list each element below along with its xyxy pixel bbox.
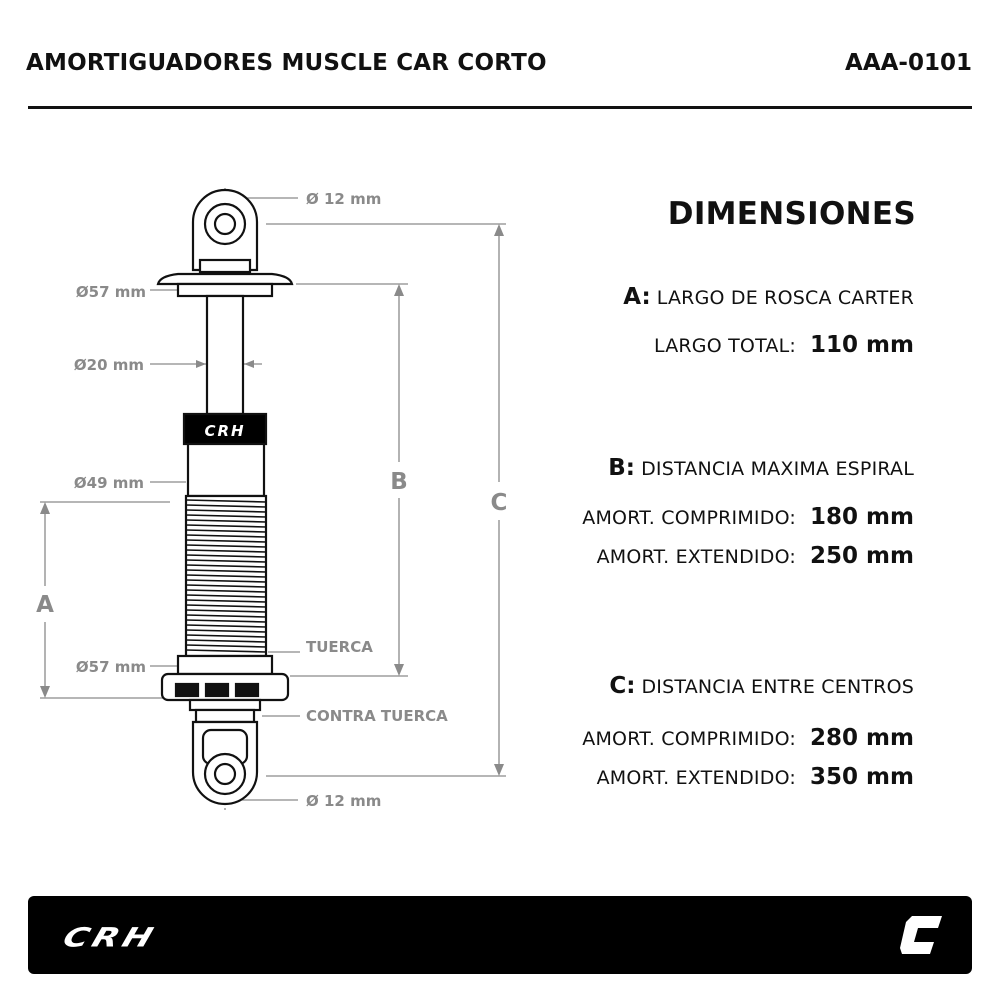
dimension-c-row-1-label: AMORT. COMPRIMIDO: <box>582 728 796 750</box>
dimension-b-row-1-value: 180 mm <box>810 504 914 530</box>
dimension-c-row-2-label: AMORT. EXTENDIDO: <box>596 767 796 789</box>
contra-tuerca-notch-2 <box>206 684 228 696</box>
body-label: Ø49 mm <box>73 474 144 492</box>
contra-tuerca-label: CONTRA TUERCA <box>306 707 448 725</box>
dimension-b-row-1-label: AMORT. COMPRIMIDO: <box>582 507 796 529</box>
c-arrow-top <box>494 224 504 236</box>
dimension-c-row-1-value: 280 mm <box>810 725 914 751</box>
dimension-b-row-2-label: AMORT. EXTENDIDO: <box>596 546 796 568</box>
dimensions-title: DIMENSIONES <box>667 196 916 232</box>
dimension-b-label: DISTANCIA MAXIMA ESPIRAL <box>641 458 914 480</box>
b-arrow-top <box>394 284 404 296</box>
a-arrow-bottom <box>40 686 50 698</box>
dimension-a-label: LARGO DE ROSCA CARTER <box>656 287 914 309</box>
top-mount-plate <box>158 274 292 284</box>
c-letter: C <box>490 490 508 516</box>
tuerca-nut <box>178 656 272 674</box>
page-title: AMORTIGUADORES MUSCLE CAR CORTO <box>26 50 547 76</box>
dimension-b-row-1 <box>582 504 914 530</box>
mount-plate-label: Ø57 mm <box>75 283 146 301</box>
c-arrow-bottom <box>494 764 504 776</box>
contra-tuerca-notch-1 <box>176 684 198 696</box>
b-letter: B <box>390 469 408 495</box>
a-letter: A <box>36 592 54 618</box>
bottom-eye-hole <box>215 764 235 784</box>
bottom-eye-label: Ø 12 mm <box>306 792 382 810</box>
dimension-b-row-2-value: 250 mm <box>810 543 914 569</box>
footer-logo: CRH <box>58 922 161 954</box>
dimension-c-row-2 <box>597 764 914 790</box>
rod-arrow-left <box>196 360 206 368</box>
top-eye-hole <box>215 214 235 234</box>
dimension-a-heading <box>623 284 914 310</box>
dimension-a-key: A: <box>623 284 651 310</box>
nut-label: Ø57 mm <box>75 658 146 676</box>
dimension-a-row-1-label: LARGO TOTAL: <box>653 335 796 357</box>
body-upper <box>188 444 264 496</box>
contra-tuerca-notch-3 <box>236 684 258 696</box>
dimension-b-row-2 <box>597 543 914 569</box>
piston-rod <box>207 296 243 414</box>
dimension-c-heading <box>609 673 914 699</box>
top-eye-label: Ø 12 mm <box>306 190 382 208</box>
body-logo: CRH <box>204 422 246 440</box>
dimension-c-label: DISTANCIA ENTRE CENTROS <box>641 676 914 698</box>
dimension-a-row-1-value: 110 mm <box>810 332 914 358</box>
dimension-c-row-1 <box>582 725 914 751</box>
bottom-adapter <box>190 700 260 710</box>
dimension-c-key: C: <box>609 673 636 699</box>
footer-bar <box>28 896 972 974</box>
part-code: AAA-0101 <box>845 50 972 76</box>
dimension-c-row-2-value: 350 mm <box>810 764 914 790</box>
tuerca-label: TUERCA <box>306 638 373 656</box>
dimension-a-row-1 <box>654 332 914 358</box>
dimension-b-heading <box>608 455 914 481</box>
bottom-adapter-ring <box>196 710 254 722</box>
footer-c-emblem-icon <box>898 914 946 956</box>
top-mount-collar <box>178 284 272 296</box>
rod-arrow-right <box>244 360 254 368</box>
b-arrow-bottom <box>394 664 404 676</box>
top-eye-neck <box>200 260 250 272</box>
rod-label: Ø20 mm <box>73 356 144 374</box>
a-arrow-top <box>40 502 50 514</box>
dimension-b-key: B: <box>608 455 636 481</box>
shock-body <box>158 190 292 804</box>
